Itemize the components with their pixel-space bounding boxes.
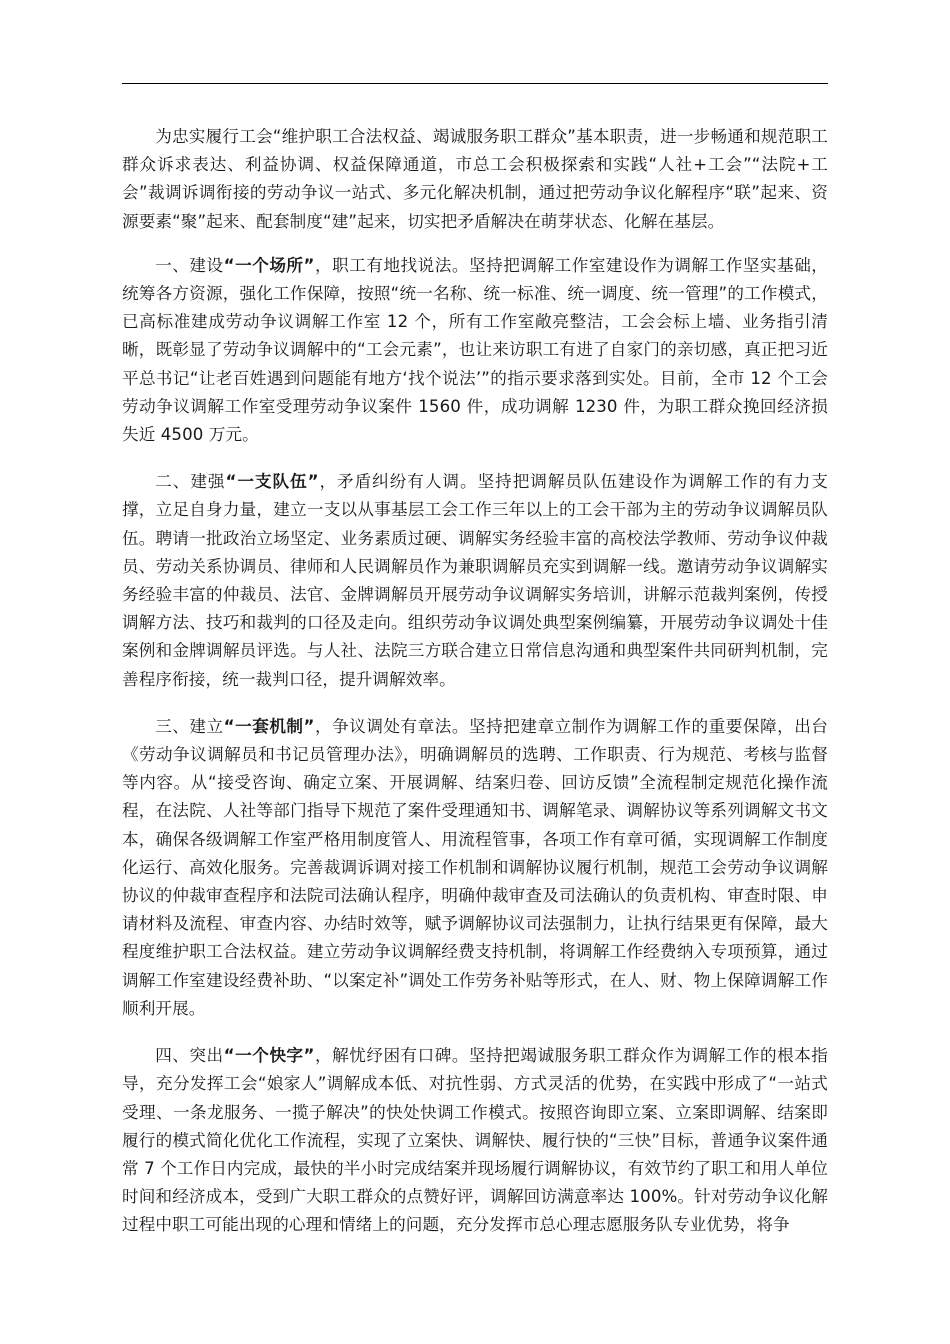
section-three-text: ，争议调处有章法。坚持把建章立制作为调解工作的重要保障，出台《劳动争议调解员和书记员管理办法》，明确调解员的选聘、工作职责、行为规范、考核与监督等内容。从“接受咨询、确定立案、开展调解、结案归卷、回访反馈”全流程制定规范化操作流程，在法院、人社等部门指导下规范了案件受理通知书、调解笔录、调解协议等系列调解文书文本，确保各级调解工作室严格用制度管人、用流程管事，各项工作有章可循，实现调解工作制度化运行、高效化服务。完善裁调诉调对接工作机制和调解协议履行机制，规范工会劳动争议调解协议的仲裁审查程序和法院司法确认程序，明确仲裁审查及司法确认的负责机构、审查时限、申请材料及流程、审查内容、办结时效等，赋予调解协议司法强制力，让执行结果更有保障，最大程度维护职工合法权益。建立劳动争议调解经费支持机制，将调解工作经费纳入专项预算，通过调解工作室建设经费补助、“以案定补”调处工作劳务补贴等形式，在人、财、物上保障调解工作顺利开展。 <box>122 716 829 1018</box>
section-two-paragraph <box>122 468 828 694</box>
section-two-text: ，矛盾纠纷有人调。坚持把调解员队伍建设作为调解工作的有力支撑，立足自身力量，建立一支以从事基层工会工作三年以上的工会干部为主的劳动争议调解员队伍。聘请一批政治立场坚定、业务素质过硬、调解实务经验丰富的高校法学教师、劳动争议仲裁员、劳动关系协调员、律师和人民调解员作为兼职调解员充实到调解一线。邀请劳动争议调解实务经验丰富的仲裁员、法官、金牌调解员开展劳动争议调解实务培训，讲解示范裁判案例，传授调解方法、技巧和裁判的口径及走向。组织劳动争议调处典型案例编纂，开展劳动争议调处十佳案例和金牌调解员评选。与人社、法院三方联合建立日常信息沟通和典型案件共同研判机制，完善程序衔接，统一裁判口径，提升调解效率。 <box>122 472 828 689</box>
section-two-lead: 二、建强 <box>155 472 226 492</box>
section-four-text: ，解忧纾困有口碑。坚持把竭诚服务职工群众作为调解工作的根本指导，充分发挥工会“娘家人”调解成本低、对抗性弱、方式灵活的优势，在实践中形成了“一站式受理、一条龙服务、一揽子解决”的快处快调工作模式。按照咨询即立案、立案即调解、结案即履行的模式简化优化工作流程，实现了立案快、调解快、履行快的“三快”目标，普通争议案件通常 7 个工作日内完成，最快的半小时完成结案并现场履行调解协议，有效节约了职工和用人单位时间和经济成本，受到广大职工群众的点赞好评，调解回访满意率达 100%。针对劳动争议化解过程中职工可能出现的心理和情绪上的问题，充分发挥市总心理志愿服务队专业优势，将争 <box>122 1046 829 1235</box>
section-four-heading: “一个快字” <box>223 1046 315 1066</box>
section-four-lead: 四、突出 <box>155 1046 224 1066</box>
section-one-paragraph <box>122 252 828 449</box>
intro-text: 为忠实履行工会“维护职工合法权益、竭诚服务职工群众”基本职责，进一步畅通和规范职工群众诉求表达、利益协调、权益保障通道，市总工会积极探索和实践“人社+工会”“法院+工会”裁调诉调衔接的劳动争议一站式、多元化解决机制，通过把劳动争议化解程序“联”起来、资源要素“聚”起来、配套制度“建”起来，切实把矛盾解决在萌芽状态、化解在基层。 <box>122 127 828 231</box>
section-one-heading: “一个场所” <box>223 255 315 275</box>
section-three-lead: 三、建立 <box>155 716 224 736</box>
section-four-paragraph <box>122 1042 828 1239</box>
intro-paragraph <box>122 123 828 236</box>
section-three-paragraph <box>122 713 828 1023</box>
section-two-heading: “一支队伍” <box>225 472 319 492</box>
document-body <box>122 123 828 1259</box>
header-rule <box>122 83 828 84</box>
section-one-text: ，职工有地找说法。坚持把调解工作室建设作为调解工作坚实基础，统筹各方资源，强化工作保障，按照“统一名称、统一标准、统一调度、统一管理”的工作模式，已高标准建成劳动争议调解工作室 12 个，所有工作室敞亮整洁，工会会标上墙、业务指引清晰，既彰显了劳动争议调解中的“工会元素”，也让来访职工有进了自家门的亲切感，真正把习近平总书记“让老百姓遇到问题能有地方‘找个说法’”的指示要求落到实处。目前，全市 12 个工会劳动争议调解工作室受理劳动争议案件 1560 件，成功调解 1230 件，为职工群众挽回经济损失近 4500 万元。 <box>122 255 829 445</box>
section-one-lead: 一、建设 <box>155 255 224 275</box>
section-three-heading: “一套机制” <box>223 716 315 736</box>
